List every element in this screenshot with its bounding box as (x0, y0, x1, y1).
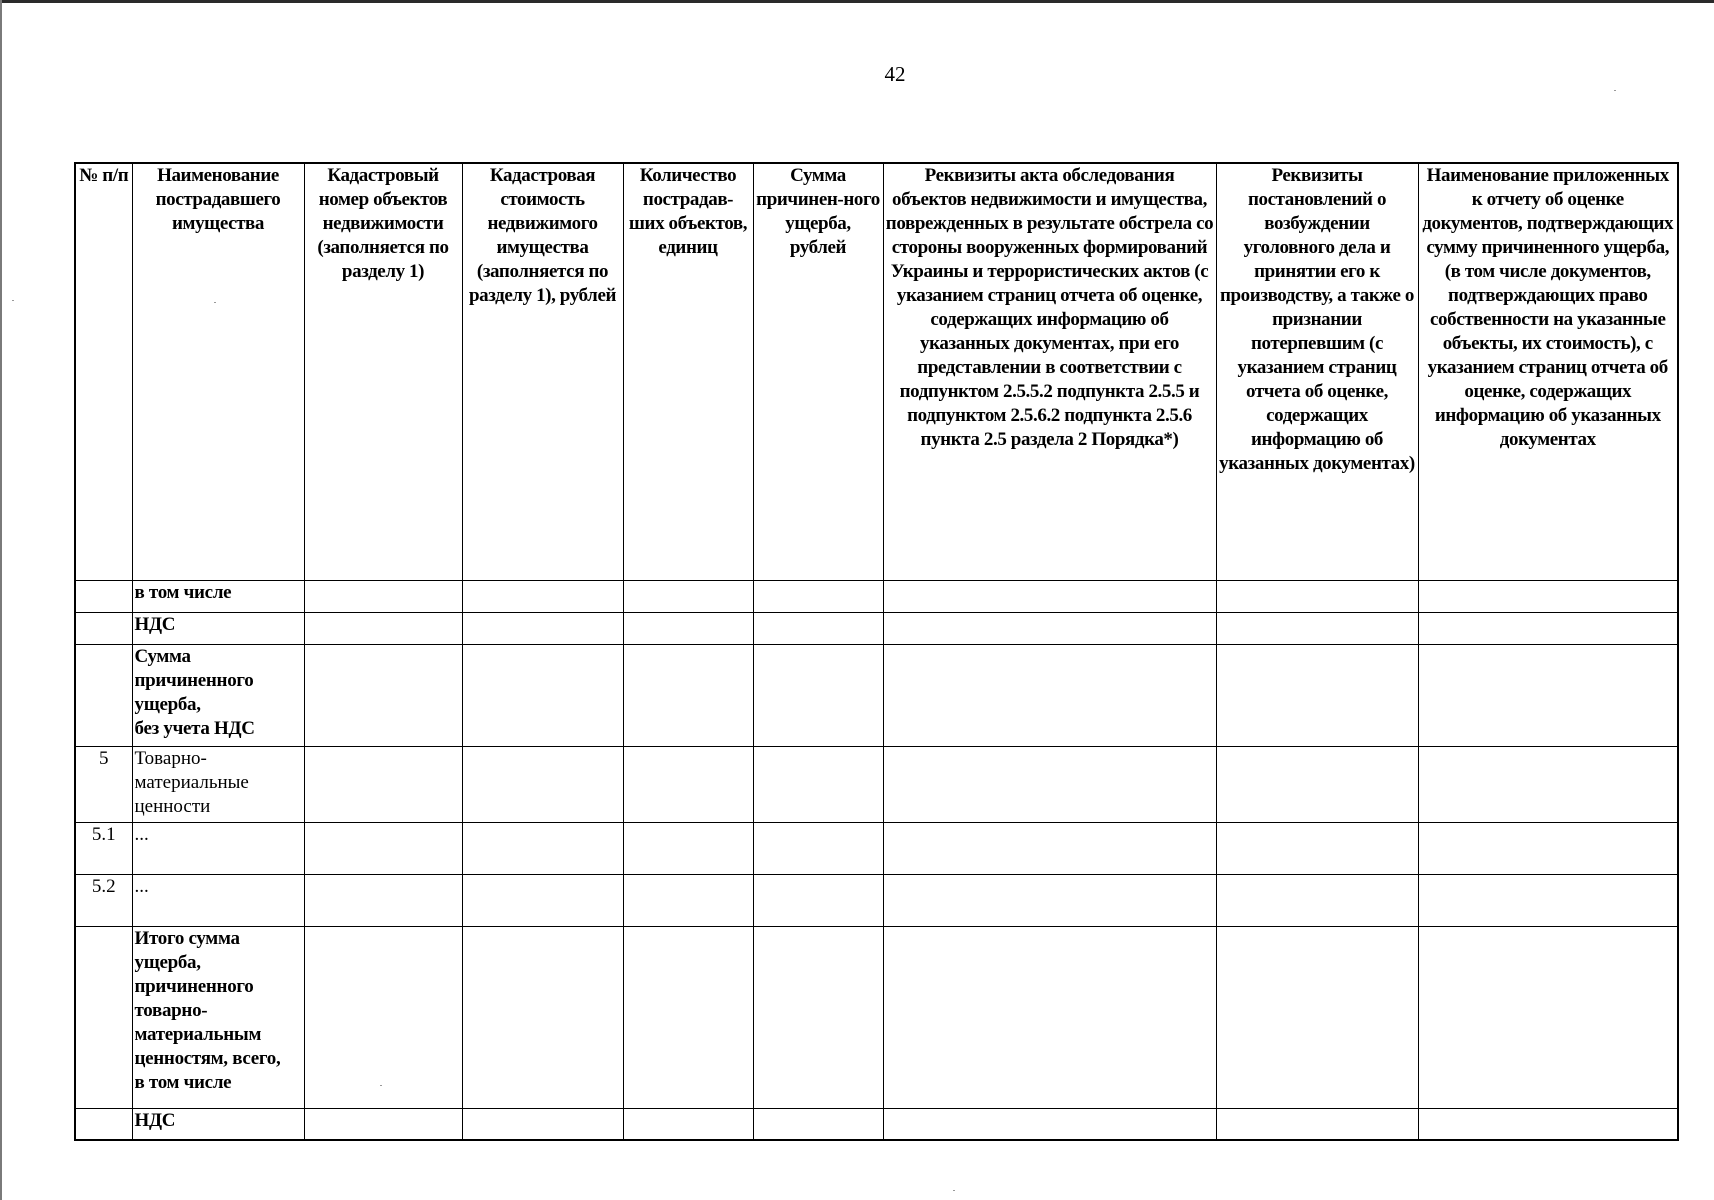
empty-cell (883, 1108, 1216, 1140)
row-number-cell (75, 644, 132, 746)
row-name-cell: в том числе (132, 580, 304, 612)
empty-cell (623, 1108, 753, 1140)
row-number-cell: 5 (75, 746, 132, 822)
empty-cell (1216, 612, 1418, 644)
empty-cell (1216, 580, 1418, 612)
empty-cell (304, 1108, 462, 1140)
empty-cell (1418, 926, 1678, 1108)
empty-cell (1418, 822, 1678, 874)
header-text: Кадастровый номер объектов недвижимости (заполняется по разделу 1) (317, 165, 449, 282)
row-name-cell: ... (132, 822, 304, 874)
empty-cell (1216, 644, 1418, 746)
header-cell-attached-documents (1418, 163, 1678, 580)
header-text: Количество пострадав-ших объектов, единиц (628, 165, 748, 258)
empty-cell (462, 612, 623, 644)
empty-cell (462, 746, 623, 822)
empty-cell (462, 874, 623, 926)
header-text: Реквизиты акта обследования объектов недвижимости и имущества, поврежденных в результате обстрела со стороны вооруженных формирований Украины и террористических актов (с указанием страниц отчета об оценке, содержащих информацию об указанных документах, при его представлении в соответствии с подпунктом 2.5.5.2 подпункта 2.5.5 и подпунктом 2.5.6.2 подпункта 2.5.6 пункта 2.5 раздела 2 Порядка*) (885, 165, 1214, 450)
table-row (75, 746, 1678, 822)
header-text: Наименование пострадавшего имущества (155, 165, 281, 234)
header-row (75, 163, 1678, 580)
empty-cell (304, 612, 462, 644)
empty-cell (304, 580, 462, 612)
empty-cell (883, 580, 1216, 612)
empty-cell (883, 822, 1216, 874)
damage-report-table (74, 162, 1679, 1141)
empty-cell (883, 926, 1216, 1108)
empty-cell (304, 874, 462, 926)
empty-cell (1216, 1108, 1418, 1140)
row-name-cell: НДС (132, 612, 304, 644)
table-row (75, 644, 1678, 746)
row-number-cell (75, 612, 132, 644)
scan-edge-top (0, 0, 1714, 3)
empty-cell (883, 746, 1216, 822)
row-number-cell (75, 926, 132, 1108)
empty-cell (1418, 746, 1678, 822)
empty-cell (1216, 746, 1418, 822)
empty-cell (1216, 822, 1418, 874)
empty-cell (753, 822, 883, 874)
empty-cell (462, 580, 623, 612)
page-number: 42 (884, 62, 906, 86)
empty-cell (623, 926, 753, 1108)
empty-cell (1418, 644, 1678, 746)
empty-cell (1418, 580, 1678, 612)
empty-cell (623, 612, 753, 644)
scan-speck (1614, 90, 1616, 91)
empty-cell (623, 874, 753, 926)
table-row (75, 926, 1678, 1108)
empty-cell (753, 926, 883, 1108)
empty-cell (1418, 612, 1678, 644)
header-cell-property-name (132, 163, 304, 580)
header-text: Реквизиты постановлений о возбуждении уголовного дела и принятии его к производству, а также о признании потерпевшим (с указанием страниц отчета об оценке, содержащих информацию об указанных документах) (1219, 165, 1415, 474)
empty-cell (304, 644, 462, 746)
row-number-cell: 5.2 (75, 874, 132, 926)
table-row (75, 580, 1678, 612)
scan-speck (953, 1190, 955, 1191)
empty-cell (462, 1108, 623, 1140)
header-cell-inspection-act (883, 163, 1216, 580)
header-text: № п/п (79, 165, 129, 186)
header-cell-criminal-case (1216, 163, 1418, 580)
empty-cell (1418, 1108, 1678, 1140)
scan-edge-left (0, 0, 2, 1200)
empty-cell (1216, 874, 1418, 926)
table-row (75, 1108, 1678, 1140)
empty-cell (462, 644, 623, 746)
empty-cell (623, 746, 753, 822)
header-cell-cadastral-number (304, 163, 462, 580)
empty-cell (304, 926, 462, 1108)
table-body (75, 580, 1678, 1140)
header-text: Кадастровая стоимость недвижимого имущества (заполняется по разделу 1), рублей (468, 165, 617, 306)
empty-cell (304, 746, 462, 822)
empty-cell (1216, 926, 1418, 1108)
header-text: Сумма причинен-ного ущерба, рублей (756, 165, 880, 258)
empty-cell (753, 580, 883, 612)
empty-cell (883, 874, 1216, 926)
header-cell-number (75, 163, 132, 580)
empty-cell (462, 822, 623, 874)
empty-cell (304, 822, 462, 874)
empty-cell (883, 612, 1216, 644)
row-number-cell (75, 1108, 132, 1140)
header-cell-cadastral-value (462, 163, 623, 580)
row-number-cell: 5.1 (75, 822, 132, 874)
row-number-cell (75, 580, 132, 612)
row-name-cell: Сумма причиненного ущерба, без учета НДС (132, 644, 304, 746)
empty-cell (1418, 874, 1678, 926)
empty-cell (623, 580, 753, 612)
row-name-cell: Товарно- материальные ценности (132, 746, 304, 822)
empty-cell (883, 644, 1216, 746)
empty-cell (753, 612, 883, 644)
row-name-cell: Итого сумма ущерба, причиненного товарно- материальным ценностям, всего, в том числе (132, 926, 304, 1108)
header-cell-damage-sum (753, 163, 883, 580)
table-row (75, 612, 1678, 644)
empty-cell (753, 644, 883, 746)
row-name-cell: НДС (132, 1108, 304, 1140)
header-cell-object-count (623, 163, 753, 580)
scan-speck (214, 302, 216, 303)
empty-cell (753, 874, 883, 926)
scan-speck (380, 1085, 382, 1086)
scan-speck (12, 300, 14, 301)
empty-cell (623, 822, 753, 874)
table-row (75, 874, 1678, 926)
empty-cell (623, 644, 753, 746)
empty-cell (753, 746, 883, 822)
table-row (75, 822, 1678, 874)
empty-cell (462, 926, 623, 1108)
header-text: Наименование приложенных к отчету об оценке документов, подтверждающих сумму причиненного ущерба, (в том числе документов, подтверждающих право собственности на указанные объекты, их стоимость), с указанием страниц отчета об оценке, содержащих информацию об указанных документах (1422, 165, 1674, 450)
row-name-cell: ... (132, 874, 304, 926)
empty-cell (753, 1108, 883, 1140)
